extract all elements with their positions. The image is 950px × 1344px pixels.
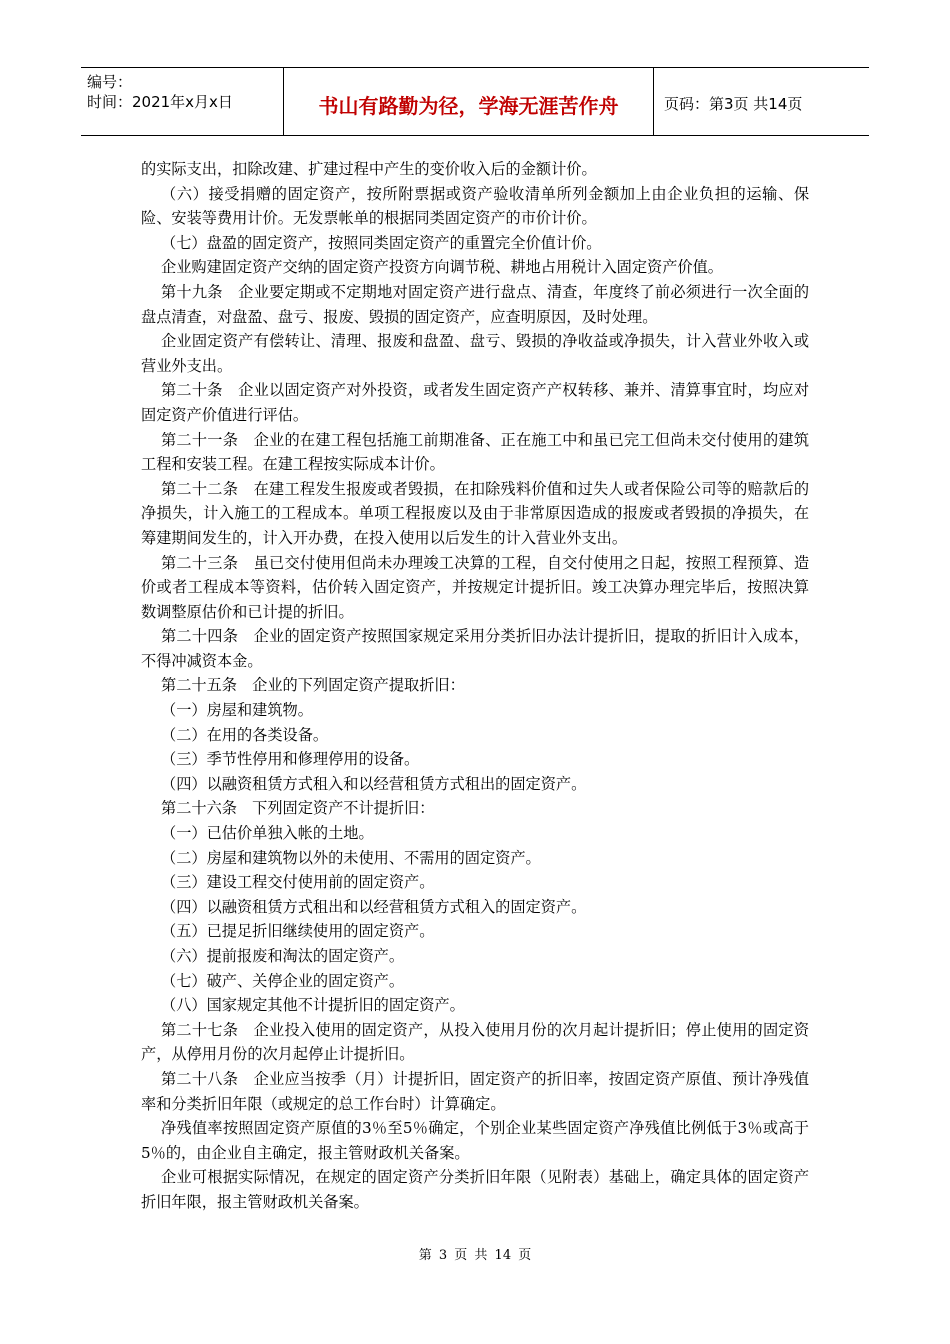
paragraph: 第二十七条 企业投入使用的固定资产，从投入使用月份的次月起计提折旧；停止使用的固定资产，从停用月份的次月起停止计提折旧。	[141, 1020, 809, 1064]
paragraph: （三）建设工程交付使用前的固定资产。	[161, 873, 435, 892]
paragraph: （三）季节性停用和修理停用的设备。	[161, 750, 420, 769]
paragraph: （六）提前报废和淘汰的固定资产。	[161, 947, 404, 965]
paragraph: （七）破产、关停企业的固定资产。	[161, 971, 404, 990]
paragraph: 第十九条 企业要定期或不定期地对固定资产进行盘点、清查，年度终了前必须进行一次全面的盘点清查，对盘盈、盘亏、报废、毁损的固定资产，应查明原因，及时处理。	[141, 282, 809, 326]
paragraph: （一）房屋和建筑物。	[161, 701, 313, 720]
paragraph: 第二十六条 下列固定资产不计提折旧：	[161, 799, 435, 818]
page-footer: 第 3 页 共 14 页	[418, 1248, 532, 1263]
paragraph: （四）以融资租赁方式租出和以经营租赁方式租入的固定资产。	[161, 897, 587, 916]
paragraph: 企业购建固定资产交纳的固定资产投资方向调节税、耕地占用税计入固定资产价值。	[161, 258, 723, 277]
page-header	[81, 67, 869, 136]
paragraph: 企业固定资产有偿转让、清理、报废和盘盈、盘亏、毁损的净收益或净损失，计入营业外收入或营业外支出。	[141, 332, 809, 375]
paragraph: 净残值率按照固定资产原值的3％至5％确定，个别企业某些固定资产净残值比例低于3％或高于5％的，由企业自主确定，报主管财政机关备案。	[141, 1119, 809, 1162]
document-date: 时间：2021年x月x日	[87, 93, 233, 111]
paragraph: （六）接受捐赠的固定资产，按所附票据或资产验收清单所列金额加上由企业负担的运输、保险、安装等费用计价。无发票帐单的根据同类固定资产的市价计价。	[141, 184, 809, 228]
document-body	[141, 157, 809, 1215]
header-meta	[81, 68, 284, 135]
paragraph: （二）在用的各类设备。	[161, 725, 329, 744]
header-motto: 书山有路勤为径，学海无涯苦作舟	[284, 68, 654, 135]
paragraph: 第二十五条 企业的下列固定资产提取折旧：	[161, 676, 465, 695]
paragraph: （二）房屋和建筑物以外的未使用、不需用的固定资产。	[161, 848, 541, 867]
paragraph: 的实际支出，扣除改建、扩建过程中产生的变价收入后的金额计价。	[141, 160, 597, 178]
paragraph: （四）以融资租赁方式租入和以经营租赁方式租出的固定资产。	[161, 774, 587, 793]
paragraph: 企业可根据实际情况，在规定的固定资产分类折旧年限（见附表）基础上，确定具体的固定资产折旧年限，报主管财政机关备案。	[141, 1168, 809, 1211]
paragraph: 第二十四条 企业的固定资产按照国家规定采用分类折旧办法计提折旧，提取的折旧计入成本，不得冲减资本金。	[141, 627, 809, 670]
paragraph: （七）盘盈的固定资产，按照同类固定资产的重置完全价值计价。	[161, 233, 602, 252]
paragraph: （八）国家规定其他不计提折旧的固定资产。	[161, 996, 465, 1015]
paragraph: 第二十八条 企业应当按季（月）计提折旧，固定资产的折旧率，按固定资产原值、预计净残值率和分类折旧年限（或规定的总工作台时）计算确定。	[141, 1069, 809, 1113]
paragraph: 第二十条 企业以固定资产对外投资，或者发生固定资产产权转移、兼并、清算事宜时，均应对固定资产价值进行评估。	[141, 381, 809, 424]
paragraph: （一）已估价单独入帐的土地。	[161, 824, 374, 843]
paragraph: （五）已提足折旧继续使用的固定资产。	[161, 922, 435, 941]
paragraph: 第二十一条 企业的在建工程包括施工前期准备、正在施工中和虽已完工但尚未交付使用的建筑工程和安装工程。在建工程按实际成本计价。	[141, 430, 809, 474]
header-page-info: 页码：第3页 共14页	[664, 95, 803, 113]
document-number-label: 编号：	[87, 73, 133, 91]
paragraph: 第二十二条 在建工程发生报废或者毁损，在扣除残料价值和过失人或者保险公司等的赔款后的净损失，计入施工的工程成本。单项工程报废以及由于非常原因造成的报废或者毁损的净损失，在筹建期间发生的，计入开办费，在投入使用以后发生的计入营业外支出。	[141, 479, 809, 547]
paragraph: 第二十三条 虽已交付使用但尚未办理竣工决算的工程，自交付使用之日起，按照工程预算、造价或者工程成本等资料，估价转入固定资产，并按规定计提折旧。竣工决算办理完毕后，按照决算数调整原估价和已计提的折旧。	[141, 553, 809, 621]
